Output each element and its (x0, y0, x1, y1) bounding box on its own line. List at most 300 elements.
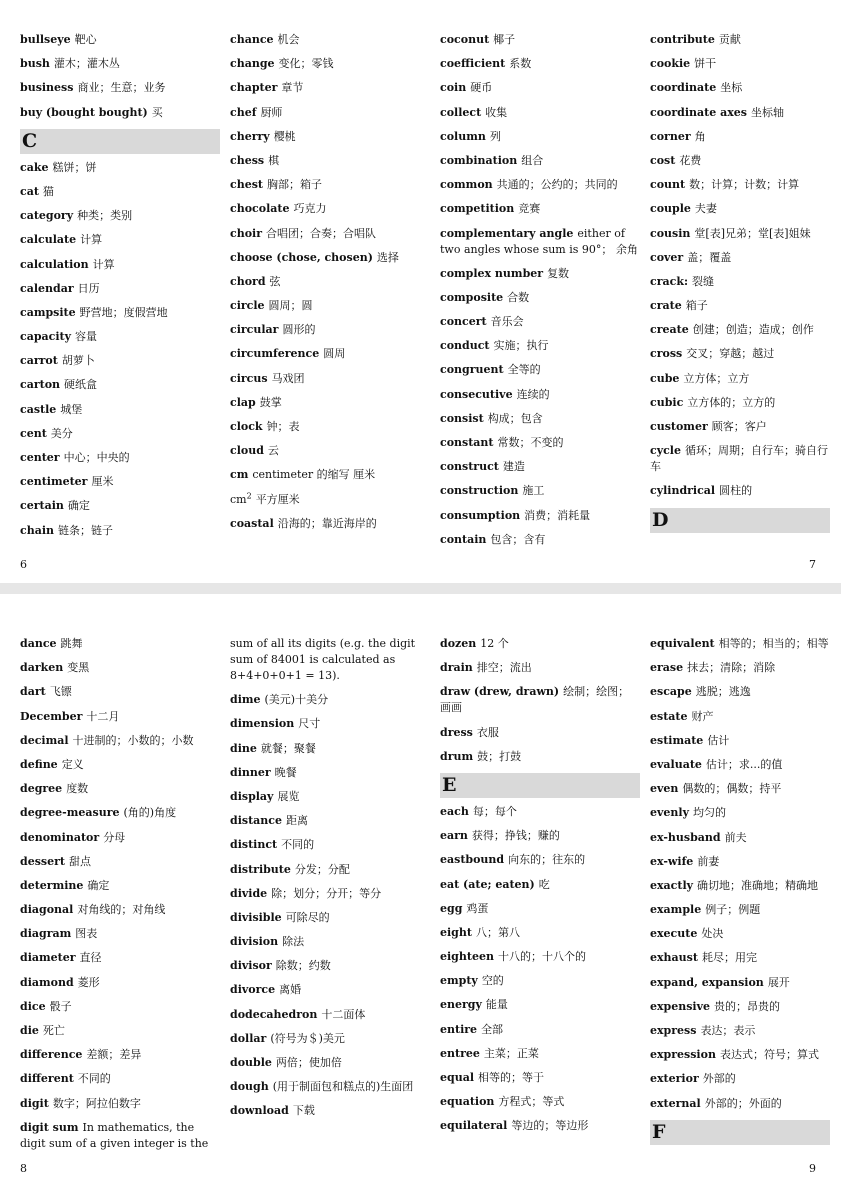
entry-word: even (650, 782, 679, 796)
entry-definition: 空的 (481, 974, 504, 988)
dictionary-entry (650, 902, 830, 918)
entry-word: dough (230, 1080, 269, 1094)
dictionary-entry (20, 426, 220, 442)
dictionary-entry (230, 298, 430, 314)
dictionary-entry (650, 105, 830, 121)
entry-word: earn (440, 829, 468, 843)
entry-definition: 坐标轴 (750, 105, 784, 119)
dictionary-entry (440, 828, 640, 844)
entry-definition: 音乐会 (490, 315, 524, 329)
entry-definition: 变化；零钱 (278, 57, 334, 71)
entry-definition: 盖；覆盖 (687, 250, 732, 264)
entry-definition: 贡献 (718, 33, 741, 46)
entry-definition: 创建；创造；造成；创作 (692, 323, 814, 337)
entry-definition: 全部 (481, 1022, 504, 1036)
dictionary-entry (440, 1022, 640, 1038)
entry-definition: 商业；生意；业务 (77, 81, 166, 95)
entry-word: construction (440, 484, 519, 498)
entry-word: different (20, 1072, 74, 1086)
entry-word: common (440, 178, 493, 192)
entry-word: chord (230, 274, 266, 288)
entry-definition: 角 (694, 129, 706, 143)
dictionary-entry (650, 32, 830, 48)
page-number-left: 8 (20, 1162, 27, 1175)
entry-word: bullseye (20, 33, 71, 46)
dictionary-entry (230, 226, 430, 242)
entry-word: cat (20, 184, 39, 198)
dictionary-entry (230, 636, 430, 684)
dictionary-entry (440, 411, 640, 427)
entry-definition: 等边的；等边形 (511, 1119, 589, 1133)
dictionary-entry (440, 129, 640, 145)
entry-word: distribute (230, 862, 291, 876)
dictionary-entry (650, 250, 830, 266)
entry-word: dessert (20, 854, 65, 868)
entry-definition: 方程式；等式 (498, 1095, 565, 1109)
entry-word: distinct (230, 838, 278, 852)
dictionary-entry (230, 789, 430, 805)
entry-definition: 不同的 (281, 838, 315, 852)
dictionary-entry (20, 329, 220, 345)
entry-definition: 堂[表]兄弟；堂[表]姐妹 (694, 226, 811, 240)
entry-definition: 箱子 (685, 299, 708, 313)
dictionary-entry (650, 1096, 830, 1112)
entry-word: clap (230, 395, 256, 409)
entry-definition: 猫 (42, 184, 54, 198)
entry-word: equation (440, 1095, 495, 1109)
entry-definition: 鼓；打鼓 (477, 749, 522, 763)
entry-word: clock (230, 420, 263, 433)
entry-word: coin (440, 81, 467, 95)
entry-word: evenly (650, 806, 689, 820)
entry-word: change (230, 57, 275, 71)
dictionary-entry (650, 684, 830, 700)
column-3 (440, 32, 640, 556)
entry-definition: 常数；不变的 (497, 436, 564, 449)
dictionary-entry (20, 353, 220, 369)
entry-word: example (650, 903, 702, 917)
dictionary-entry (230, 741, 430, 757)
entry-definition: 竞赛 (518, 202, 541, 216)
dictionary-entry (650, 80, 830, 96)
column-4 (650, 32, 830, 539)
entry-word: castle (20, 402, 57, 416)
dictionary-entry (230, 443, 430, 459)
entry-definition: 飞镖 (49, 685, 72, 699)
column-2 (230, 636, 430, 1128)
entry-definition: 下载 (292, 1104, 315, 1118)
entry-definition: 财产 (691, 709, 714, 723)
entry-word: evaluate (650, 757, 702, 771)
dictionary-entry (230, 813, 430, 829)
entry-definition: 列 (489, 129, 501, 143)
entry-word: circumference (230, 347, 320, 361)
dictionary-entry (650, 346, 830, 362)
entry-word: eighteen (440, 950, 494, 964)
entry-word: crate (650, 299, 682, 313)
entry-definition: 马戏团 (271, 371, 305, 385)
page-number-left: 6 (20, 558, 27, 571)
dictionary-entry (230, 419, 430, 435)
entry-definition: 距离 (285, 814, 308, 828)
dictionary-entry (230, 910, 430, 926)
entry-word: carton (20, 378, 61, 392)
entry-word: circle (230, 299, 265, 313)
page-number-right: 9 (809, 1162, 816, 1175)
dictionary-entry (20, 1071, 220, 1087)
entry-definition: 美分 (50, 426, 73, 440)
entry-definition: 靶心 (74, 33, 97, 46)
entry-word: combination (440, 153, 518, 167)
dictionary-entry (20, 975, 220, 991)
entry-word: consist (440, 411, 484, 425)
entry-definition: 顾客；客户 (711, 420, 767, 433)
dictionary-entry (650, 129, 830, 145)
entry-definition: 就餐；聚餐 (260, 741, 316, 755)
dictionary-entry (650, 975, 830, 991)
entry-word: December (20, 709, 83, 723)
entry-word: double (230, 1056, 272, 1069)
entry-word: cost (650, 153, 676, 167)
dictionary-entry (230, 371, 430, 387)
column-4 (650, 636, 830, 1151)
dictionary-entry (230, 32, 430, 48)
entry-definition: 确定 (87, 878, 110, 892)
dictionary-entry (650, 226, 830, 242)
dictionary-entry (20, 709, 220, 725)
entry-word: expression (650, 1048, 716, 1062)
entry-definition: (美元)十美分 (264, 693, 329, 707)
column-1 (20, 32, 220, 547)
entry-word: download (230, 1104, 289, 1118)
entry-word: congruent (440, 363, 504, 377)
entry-word: chest (230, 178, 263, 192)
entry-word: dance (20, 637, 57, 650)
dictionary-entry (650, 636, 830, 652)
entry-definition: 花费 (679, 153, 702, 167)
dictionary-entry (440, 949, 640, 965)
entry-word: equilateral (440, 1119, 508, 1133)
dictionary-entry (20, 1047, 220, 1063)
entry-word: count (650, 178, 686, 192)
entry-definition: 全等的 (507, 363, 541, 377)
dictionary-entry (440, 80, 640, 96)
entry-definition: 立方体；立方 (683, 371, 750, 385)
entry-word: die (20, 1024, 39, 1037)
entry-definition: 沿海的；靠近海岸的 (277, 516, 377, 530)
entry-word: eight (440, 925, 472, 939)
dictionary-entry (440, 435, 640, 451)
dictionary-entry (650, 56, 830, 72)
dictionary-entry (230, 982, 430, 998)
entry-word: cm (230, 468, 249, 482)
entry-definition: 裂缝 (692, 274, 715, 288)
entry-word: division (230, 935, 279, 949)
entry-definition: 表达；表示 (700, 1024, 756, 1037)
entry-definition: 菱形 (77, 975, 100, 989)
entry-word: campsite (20, 305, 76, 319)
entry-word: composite (440, 290, 504, 304)
entry-definition: 表达式；符号；算式 (719, 1048, 819, 1062)
dictionary-entry (20, 105, 220, 121)
dictionary-entry (230, 250, 430, 266)
dictionary-entry (440, 749, 640, 765)
entry-word: divisible (230, 910, 282, 924)
dictionary-entry (230, 129, 430, 145)
entry-word: energy (440, 998, 482, 1012)
entry-word: digit (20, 1096, 49, 1110)
entry-definition: 交叉；穿越；越过 (686, 347, 775, 361)
entry-word: coconut (440, 33, 490, 46)
entry-word: eat (ate; eaten) (440, 877, 535, 891)
entry-definition: 中心；中央的 (63, 451, 130, 464)
entry-definition: 容量 (75, 330, 97, 344)
dictionary-entry (650, 878, 830, 894)
entry-word: cake (20, 160, 49, 174)
entry-definition: 耗尽；用完 (701, 951, 757, 965)
dictionary-entry (440, 105, 640, 121)
entry-definition: 处决 (701, 927, 724, 941)
column-1 (20, 636, 220, 1160)
dictionary-entry (440, 153, 640, 169)
entry-word: calendar (20, 281, 74, 295)
dictionary-entry (650, 660, 830, 676)
entry-definition: 差额；差异 (86, 1048, 142, 1062)
dictionary-entry (230, 467, 430, 483)
dictionary-entry (230, 862, 430, 878)
section-header-d: D (650, 508, 830, 533)
entry-word: cube (650, 371, 680, 385)
dictionary-entry (650, 395, 830, 411)
entry-word: determine (20, 878, 84, 892)
dictionary-entry (440, 684, 640, 716)
entry-definition: 变黑 (67, 661, 90, 675)
entry-definition: 度数 (66, 782, 89, 796)
entry-definition: 钟；表 (266, 420, 300, 433)
entry-word: chapter (230, 81, 278, 95)
dictionary-entry (440, 636, 640, 652)
dictionary-entry (440, 177, 640, 193)
entry-definition: 章节 (281, 81, 304, 95)
entry-word: dinner (230, 765, 271, 779)
entry-word: cookie (650, 57, 691, 71)
entry-definition: 立方体的；立方的 (687, 395, 776, 409)
dictionary-entry (20, 636, 220, 652)
entry-word: external (650, 1096, 701, 1110)
entry-definition: 死亡 (42, 1024, 65, 1037)
entry-definition: 骰子 (49, 999, 72, 1013)
entry-word: express (650, 1024, 697, 1037)
entry-definition: 坐标 (720, 81, 743, 95)
dictionary-entry (440, 266, 640, 282)
dictionary-entry (20, 878, 220, 894)
dictionary-entry (20, 208, 220, 224)
dictionary-entry (230, 492, 430, 508)
entry-word: difference (20, 1048, 83, 1062)
entry-word: digit sum (20, 1120, 79, 1134)
entry-definition: 胸部；箱子 (266, 178, 322, 192)
entry-word: certain (20, 499, 64, 513)
entry-word: dine (230, 741, 257, 755)
entry-definition: 棋 (268, 153, 280, 167)
dictionary-entry (440, 508, 640, 524)
entry-word: diagonal (20, 903, 74, 917)
entry-definition: 硬纸盒 (64, 378, 98, 392)
dictionary-entry (20, 305, 220, 321)
entry-definition: 链条；链子 (58, 523, 113, 537)
entry-definition: 确定 (67, 499, 90, 513)
entry-definition: 估计；求...的值 (705, 757, 783, 771)
entry-word: cherry (230, 129, 270, 143)
entry-word: dime (230, 693, 261, 707)
entry-definition: 十进制的；小数的；小数 (72, 733, 194, 747)
dictionary-entry (650, 999, 830, 1015)
dictionary-entry (20, 902, 220, 918)
dictionary-entry (650, 274, 830, 290)
entry-word: complementary angle (440, 226, 574, 240)
entry-word: divisor (230, 959, 272, 973)
column-3 (440, 636, 640, 1143)
dictionary-entry (20, 402, 220, 418)
entry-definition: (用于制面包和糕点的)生面团 (272, 1080, 414, 1094)
dictionary-entry (440, 804, 640, 820)
dictionary-entry (230, 692, 430, 708)
entry-definition: 晚餐 (274, 765, 297, 779)
dictionary-entry (230, 886, 430, 902)
dictionary-entry (230, 80, 430, 96)
dictionary-entry (20, 733, 220, 749)
dictionary-entry (20, 757, 220, 773)
entry-definition: 糕饼；饼 (52, 160, 97, 174)
dictionary-entry (440, 32, 640, 48)
dictionary-entry (230, 516, 430, 532)
dictionary-entry (650, 1071, 830, 1087)
dictionary-entry (20, 450, 220, 466)
entry-word: dress (440, 725, 473, 739)
entry-word: execute (650, 927, 698, 941)
entry-word: cylindrical (650, 484, 716, 498)
entry-word: distance (230, 814, 282, 828)
entry-word: diagram (20, 927, 72, 941)
page-8-9 (0, 594, 841, 1184)
entry-word: choir (230, 226, 263, 240)
entry-word: choose (chose, chosen) (230, 250, 373, 264)
entry-word: buy (bought bought) (20, 105, 148, 119)
dictionary-entry (440, 1094, 640, 1110)
entry-word: divorce (230, 983, 276, 997)
entry-definition: 外部的；外面的 (704, 1096, 782, 1110)
dictionary-entry (230, 1007, 430, 1023)
entry-definition: 尺寸 (298, 717, 321, 731)
entry-word: cloud (230, 444, 264, 458)
entry-word: business (20, 81, 74, 95)
entry-word: calculate (20, 233, 77, 247)
entry-word: consumption (440, 508, 521, 522)
entry-word: calculation (20, 257, 89, 271)
dictionary-entry (440, 483, 640, 499)
dictionary-entry (650, 805, 830, 821)
dictionary-entry (650, 419, 830, 435)
entry-word: coastal (230, 516, 274, 530)
dictionary-entry (650, 757, 830, 773)
entry-word: conduct (440, 339, 490, 353)
dictionary-entry (230, 105, 430, 121)
dictionary-entry (20, 999, 220, 1015)
entry-word: chance (230, 33, 274, 46)
dictionary-entry (440, 1118, 640, 1134)
dictionary-entry (20, 257, 220, 273)
dictionary-entry (20, 660, 220, 676)
entry-word: estate (650, 709, 688, 723)
entry-word: drain (440, 661, 473, 675)
entry-word: expensive (650, 999, 711, 1013)
entry-word: cubic (650, 395, 684, 409)
entry-word: cm (230, 492, 247, 506)
dictionary-entry (20, 523, 220, 539)
entry-word: couple (650, 202, 691, 216)
entry-definition: 灌木；灌木丛 (53, 57, 120, 71)
entry-word: collect (440, 105, 482, 119)
entry-definition: 施工 (522, 484, 545, 498)
entry-definition: 能量 (485, 998, 508, 1012)
dictionary-entry (230, 1103, 430, 1119)
section-header-c: C (20, 129, 220, 154)
entry-definition: 可除尽的 (285, 910, 330, 924)
entry-definition: 野营地；度假营地 (79, 305, 168, 319)
dictionary-entry (650, 177, 830, 193)
dictionary-entry (440, 1070, 640, 1086)
dictionary-entry (440, 290, 640, 306)
dictionary-entry (20, 805, 220, 821)
entry-word: coefficient (440, 57, 506, 71)
entry-definition: 定义 (61, 757, 84, 771)
entry-definition: either of two angles whose sum is 90°； 余角 (440, 226, 638, 256)
entry-word: bush (20, 57, 50, 71)
entry-word: crack: (650, 274, 689, 288)
entry-definition: 前夫 (724, 830, 747, 844)
entry-definition: 组合 (521, 153, 544, 167)
entry-superscript: 2 (246, 490, 252, 500)
entry-definition: 收集 (485, 105, 508, 119)
dictionary-entry (650, 298, 830, 314)
entry-word: degree-measure (20, 806, 120, 820)
entry-definition: 展览 (277, 789, 300, 803)
entry-word: darken (20, 661, 64, 675)
dictionary-entry (20, 232, 220, 248)
entry-definition: 跳舞 (60, 637, 83, 650)
entry-word: decimal (20, 733, 69, 747)
entry-definition: 选择 (376, 250, 399, 264)
entry-word: eastbound (440, 853, 505, 867)
entry-word: cover (650, 250, 684, 264)
dictionary-entry (440, 387, 640, 403)
entry-definition: 抹去；清除；消除 (687, 661, 776, 675)
dictionary-entry (440, 459, 640, 475)
dictionary-entry (20, 1120, 220, 1152)
dictionary-entry (440, 1046, 640, 1062)
dictionary-entry (440, 925, 640, 941)
entry-definition: 前妻 (697, 854, 720, 868)
dictionary-entry (20, 950, 220, 966)
entry-definition: 吃 (538, 877, 550, 891)
dictionary-entry (650, 733, 830, 749)
entry-word: complex number (440, 266, 544, 280)
entry-definition: 数字；阿拉伯数字 (52, 1096, 141, 1110)
entry-definition: 椰子 (493, 33, 516, 46)
entry-definition: 估计 (707, 733, 730, 747)
dictionary-entry (20, 498, 220, 514)
dictionary-entry (650, 1047, 830, 1063)
